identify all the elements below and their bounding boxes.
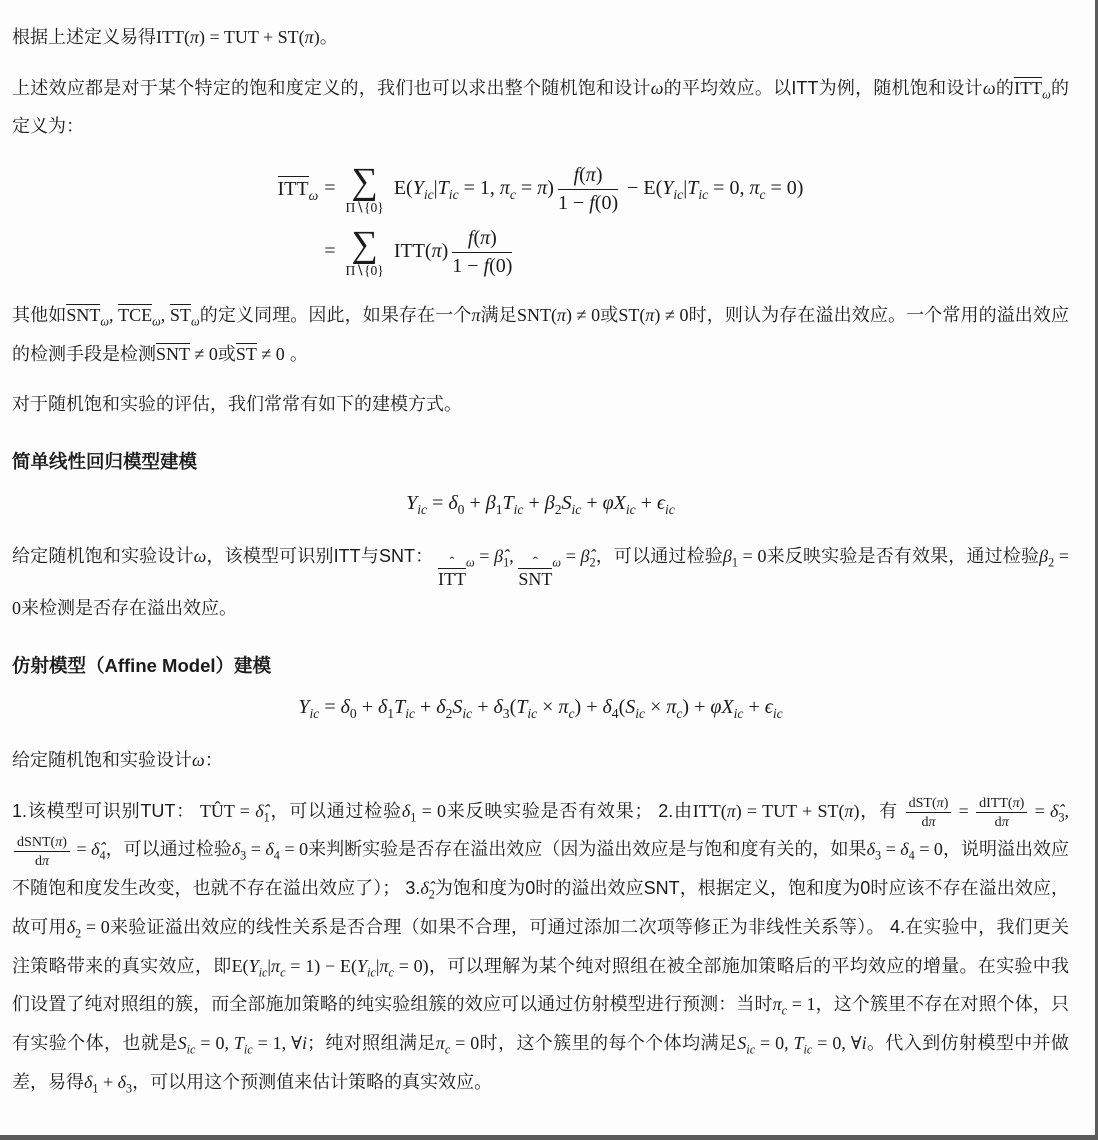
paragraph-average-effect-intro: 上述效应都是对于某个特定的饱和度定义的，我们也可以求出整个随机饱和设计ω的平均效应。以ITT为例，随机饱和设计ω的$ITT_\omega$的定义为： (12, 77, 1070, 137)
formula-affine-model: $Y_{ic} = \delta_0 + \delta_1T_{ic} + \delta_2S_{ic} + \delta_3(T_{ic} \times \pi_c) + \delta_4(S_{ic} \times \pi_c) + \varphi X_{ic} + \epsilon_{ic}$ (298, 696, 783, 722)
paragraph-modeling-intro: 对于随机饱和实验的评估，我们常常有如下的建模方式。 (12, 394, 462, 415)
formula-itt-lhs-spacer (278, 221, 319, 284)
aligned-equations (278, 158, 804, 284)
formula-linear-model: $Y_{ic} = \delta_0 + \beta_1T_{ic} + \beta_2S_{ic} + \varphi X_{ic} + \epsilon_{ic}$ (406, 492, 675, 518)
formula-itt-line-2: = ∑ Π∖{0} ITT(π) $\frac{f(\pi)}{1 - f(0)}$ (324, 224, 513, 279)
formula-itt-omega-definition (12, 158, 1069, 284)
formula-itt-line-1: = ∑ Π∖{0} $E(Y_{ic}|T_{ic} = 1$, $\pi_c = \pi$) $\frac{f(\pi)}{1 - f(0)}$ − $E(Y_{ic}|T_{ic} = 0$, $\pi_c = 0$) (324, 161, 804, 216)
heading-linear-regression-model: 简单线性回归模型建模 (12, 451, 198, 473)
paragraph-linear-model-identification: 给定随机饱和实验设计ω，该模型可识别ITT与SNT： ˆ ITT $_\omega = \betâ_1$, ˆ SNT $_\omega = \betâ_2$，可以通过检验$\beta_1 = 0$来反映实验是否有效果，通过检验$\beta_2 = 0$来检测是否存在溢出效应。 (12, 546, 1070, 619)
paragraph-spillover-detection: 其他如$SNT_\omega$, $TCE_\omega$, $ST_\omega$的定义同理。因此，如果存在一个π满足SNT(π) ≠ 0或ST(π) ≠ 0时，则认为存在溢出效应。一个常用的溢出效应的检测手段是检测SNT ≠ 0或ST ≠ 0 。 (12, 305, 1070, 364)
paragraph-itt-identity: 根据上述定义易得ITT(π) = TUT + ST(π)。 (12, 27, 338, 47)
paragraph-affine-design-given: 给定随机饱和实验设计ω： (12, 750, 223, 771)
paragraph-affine-model-points: 1.该模型可识别TUT： TÛT = $\deltâ_1$，可以通过检验$\delta_1 = 0$来反映实验是否有效果； 2.由ITT(π) = TUT + ST(π)，有 dST(π) dπ = dITT(π) dπ = $\deltâ_3$, dSNT(π) dπ = $\deltâ_4$，可以通过检验$\delta_3 = \delta_4 = 0$来判断实验是否存在溢出效应（因为溢出效应是与饱和度有关的，如果$\delta_3 = \delta_4 = 0$，说明溢出效应不随饱和度发生改变，也就不存在溢出效应了）； $3.\deltâ_2$为饱和度为0时的溢出效应SNT，根据定义，饱和度为0时应该不存在溢出效应，故可用$\delta_2 = 0$来验证溢出效应的线性关系是否合理（如果不合理，可通过添加二次项等修正为非线性关系等）。 4.在实验中，我们更关注策略带来的真实效应，即$E(Y_{ic}|\pi_c = 1) - E(Y_{ic}|\pi_c = 0)$，可以理解为某个纯对照组在被全部施加策略后的平均效应的增量。在实验中我们设置了纯对照组的簇，而全部施加策略的纯实验组簇的效应可以通过仿射模型进行预测：当时$\pi_c = 1$，这个簇里不存在对照个体，只有实验个体，也就是$S_{ic} = 0$, $T_{ic} = 1$, ∀i；纯对照组满足$\pi_c = 0$时，这个簇里的每个个体均满足$S_{ic} = 0$, $T_{ic} = 0$, ∀i。代入到仿射模型中并做差，易得$\delta_1 + \delta_3$，可以用这个预测值来估计策略的真实效应。 (12, 795, 1070, 1096)
heading-affine-model: 仿射模型（Affine Model）建模 (12, 655, 271, 677)
formula-itt-lhs: $ITT_\omega$ (277, 178, 319, 204)
